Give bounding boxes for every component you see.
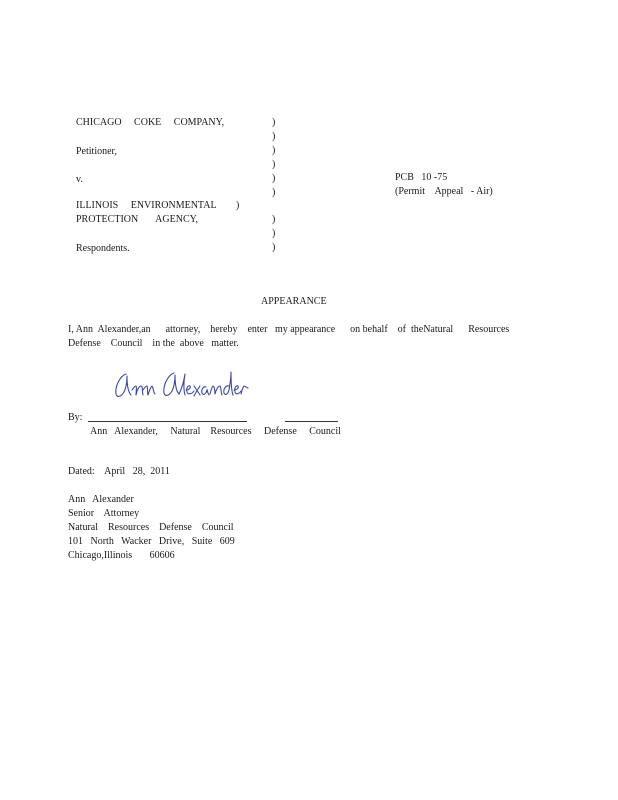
caption-paren: )	[272, 159, 276, 170]
petitioner-name: CHICAGO COKE COMPANY,	[76, 117, 225, 128]
caption-paren: )	[272, 173, 276, 184]
signature-line	[88, 421, 247, 422]
stray-paren: )	[236, 200, 240, 211]
case-number: PCB 10 -75	[395, 172, 448, 183]
caption-paren: )	[272, 214, 276, 225]
caption-paren: )	[272, 145, 276, 156]
document-title: APPEARANCE	[261, 296, 327, 307]
signer-caption: Ann Alexander, Natural Resources Defense Council	[90, 426, 341, 437]
respondent-name-line1: ILLINOIS ENVIRONMENTAL	[76, 200, 217, 211]
address-street: 101 North Wacker Drive, Suite 609	[68, 536, 235, 547]
body-line-1: I, Ann Alexander,an attorney, hereby enter my appearance on behalf of theNatural Resources	[68, 324, 510, 335]
case-type: (Permit Appeal - Air)	[395, 186, 493, 197]
petitioner-role: Petitioner,	[76, 146, 117, 157]
address-city: Chicago,Illinois 60606	[68, 550, 175, 561]
address-title: Senior Attorney	[68, 508, 140, 519]
by-label: By:	[68, 412, 83, 423]
versus-label: v.	[76, 174, 83, 185]
respondent-name-line2: PROTECTION AGENCY,	[76, 214, 199, 225]
caption-paren: )	[272, 117, 276, 128]
respondent-role: Respondents.	[76, 243, 130, 254]
caption-paren: )	[272, 228, 276, 239]
address-name: Ann Alexander	[68, 494, 134, 505]
body-line-2: Defense Council in the above matter.	[68, 338, 239, 349]
signature-line-right	[285, 421, 338, 422]
handwritten-signature	[110, 368, 250, 404]
caption-paren: )	[272, 242, 276, 253]
caption-paren: )	[272, 187, 276, 198]
caption-paren: )	[272, 131, 276, 142]
date-line: Dated: April 28, 2011	[68, 466, 170, 477]
address-org: Natural Resources Defense Council	[68, 522, 234, 533]
